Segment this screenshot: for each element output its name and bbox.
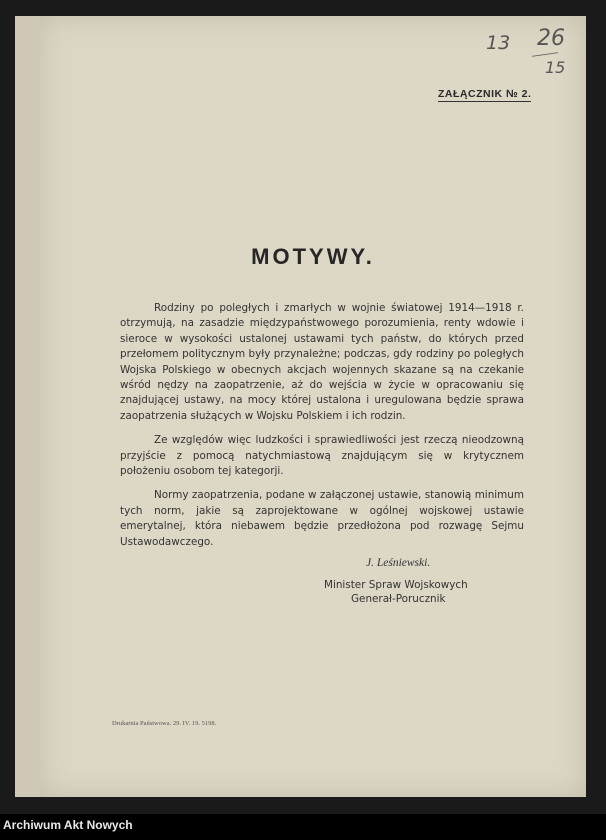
paragraph-1: Rodziny po poległych i zmarłych w wojnie światowej 1914—1918 r. otrzymują, na zasadzie międzypaństwowego porozumienia, renty wdowie i sieroce w wysokości ustalonej ustawami tych państw, do których przed przełomem politycznym były przynależne; podczas, gdy rodziny po poległych Wojska Polskiego w obecnych akcjach wojennych skazane są na czekanie wśród nędzy na zaopatrzenie, aż do wejścia w życie w opracowaniu się znajdującej ustawy, na mocy której ustalona i uregulowana będzie sprawa zaopatrzenia służących w Wojsku Polskiem i ich rodzin.	[120, 302, 524, 422]
signature-rank: Generał-Porucznik	[351, 593, 446, 605]
archive-footer	[0, 814, 606, 840]
handwritten-note-15: 15	[545, 58, 566, 77]
printer-imprint: Drukarnia Państwowa. 29. IV. 19. 5198.	[112, 720, 217, 727]
annex-label: ZAŁĄCZNIK № 2.	[438, 88, 532, 100]
signature-name: J. Leśniewski.	[366, 557, 431, 569]
document-title: MOTYWY.	[251, 244, 375, 269]
paragraph-2: Ze względów więc ludzkości i sprawiedliwości jest rzeczą nieodzowną przyjście z pomocą natychmiastową znajdującym się w krytycznem położeniu osobom tej kategorji.	[120, 434, 524, 478]
handwritten-divider	[532, 52, 558, 57]
signature-title: Minister Spraw Wojskowych	[324, 579, 468, 591]
archive-label: Archiwum Akt Nowych	[3, 818, 133, 832]
paragraph-3: Normy zaopatrzenia, podane w załączonej ustawie, stanowią minimum tych norm, jakie są zaprojektowane w ogólnej wojskowej ustawie emerytalnej, która niebawem będzie przedłożona pod rozwagę Sejmu Ustawodawczego.	[120, 489, 524, 548]
document-body	[120, 301, 524, 559]
handwritten-note-26: 26	[537, 26, 565, 51]
document-page	[40, 16, 586, 797]
page-left-edge	[15, 16, 42, 797]
handwritten-note-13: 13	[486, 32, 511, 54]
